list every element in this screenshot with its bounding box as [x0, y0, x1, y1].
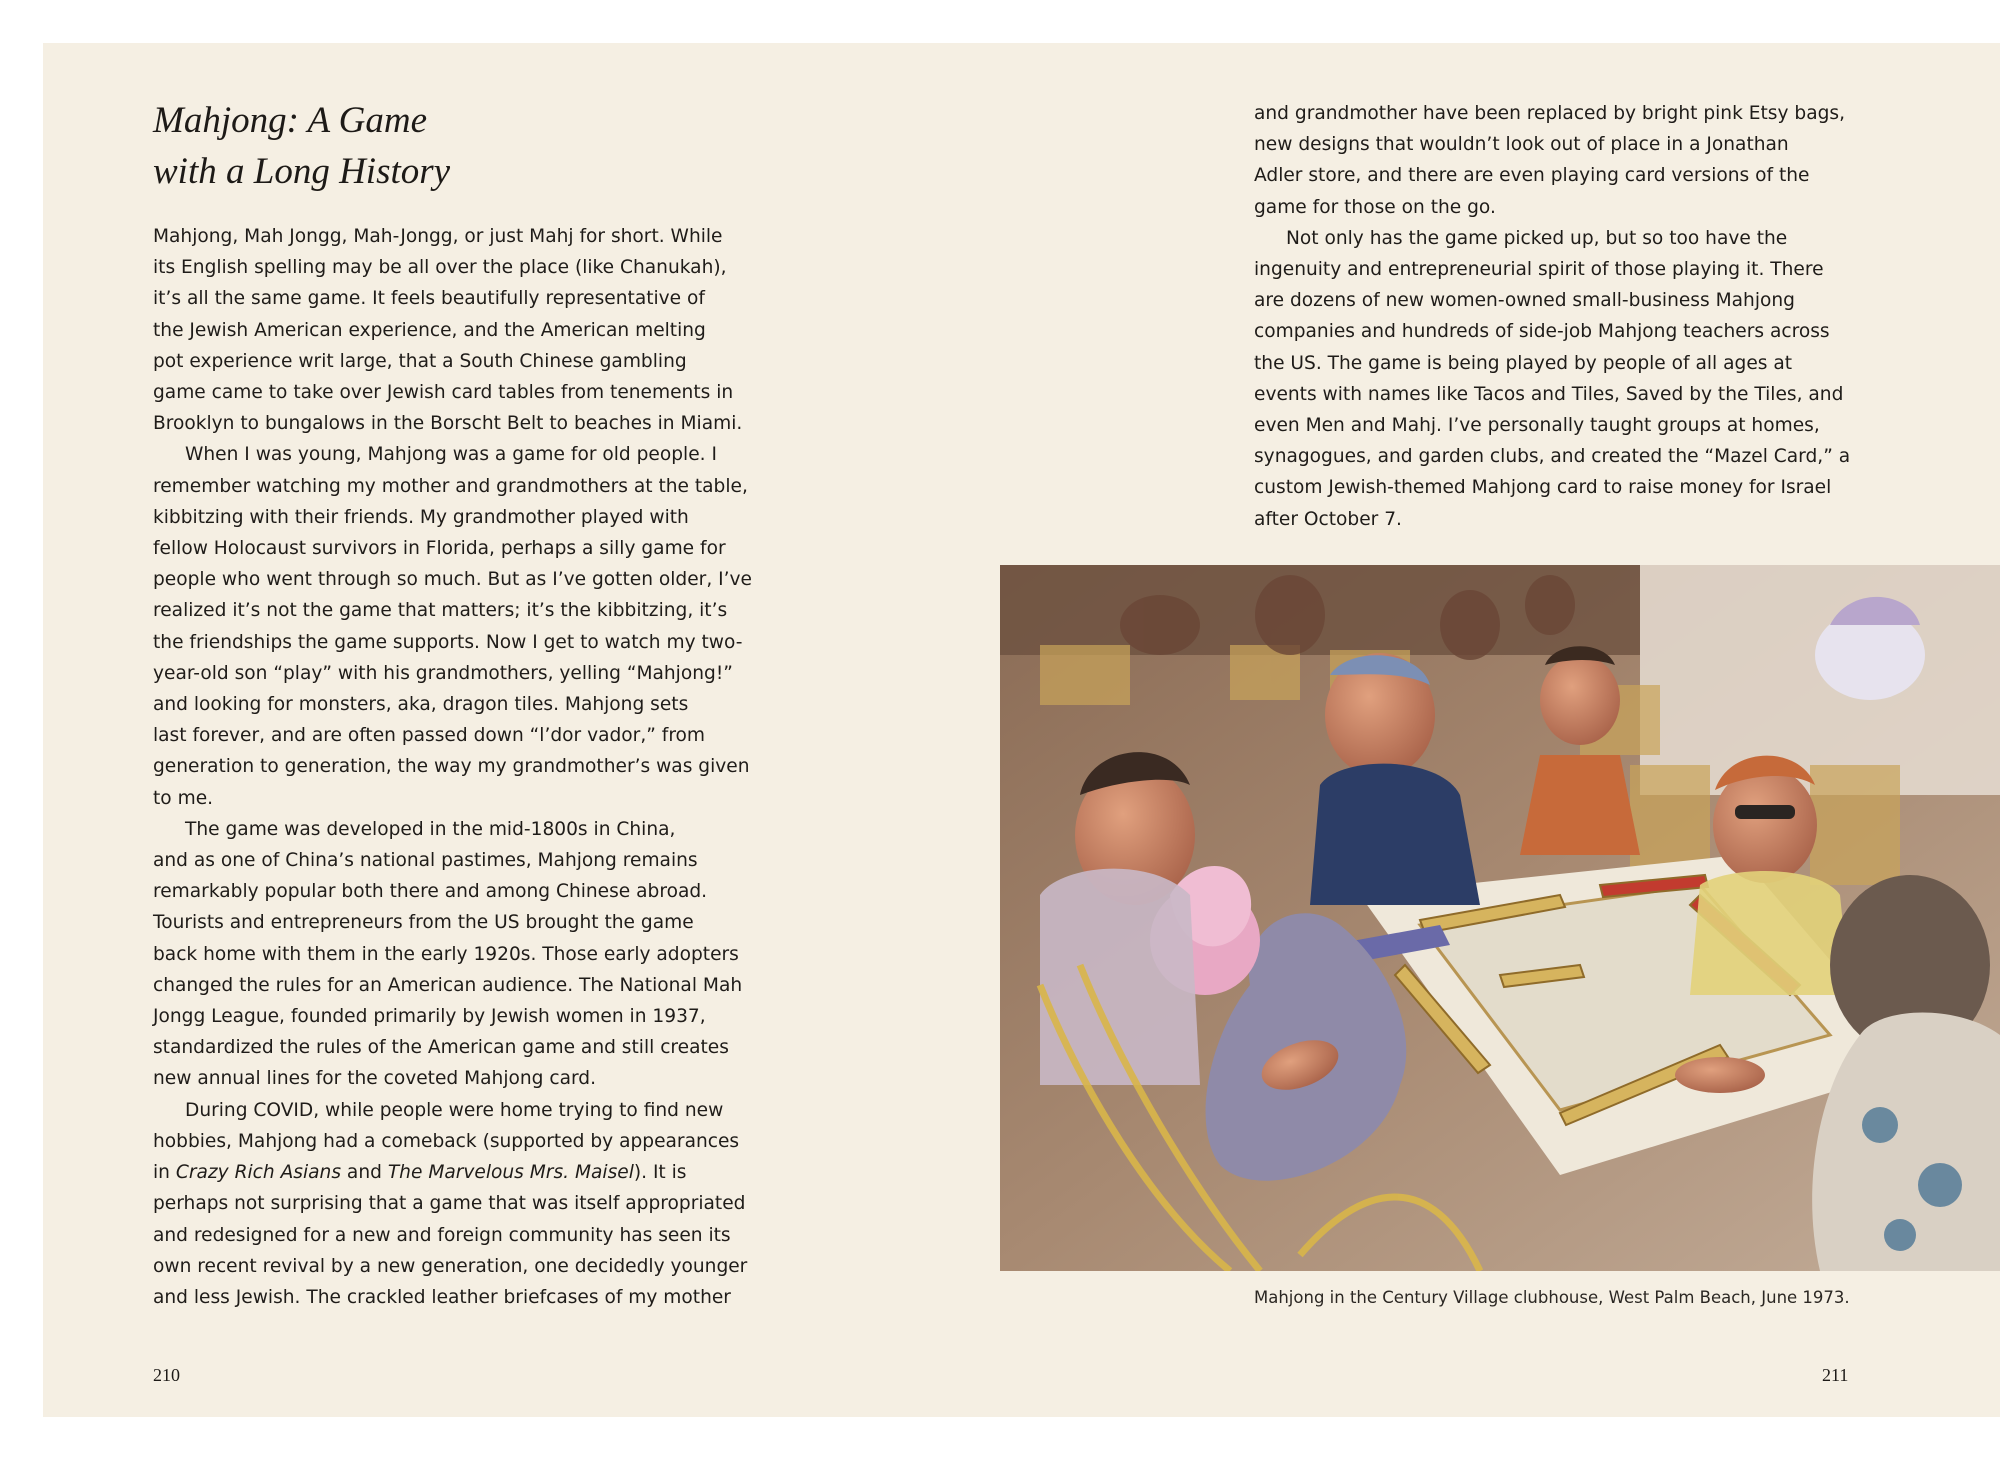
- mahjong-photo: [1000, 565, 2000, 1271]
- text-line: changed the rules for an American audience. The National Mah: [153, 974, 743, 996]
- text-line: Tourists and entrepreneurs from the US brought the game: [153, 912, 694, 934]
- page-number-left: 210: [153, 1365, 180, 1385]
- page-number-right: 211: [1822, 1365, 1849, 1385]
- text-line: remarkably popular both there and among Chinese abroad.: [153, 881, 708, 903]
- heading-line-1: Mahjong: A Game: [153, 100, 428, 141]
- text-line: back home with them in the early 1920s. Those early adopters: [153, 943, 739, 965]
- text-line: During COVID, while people were home trying to find new: [185, 1099, 724, 1121]
- text-line: and as one of China’s national pastimes, Mahjong remains: [153, 850, 698, 872]
- text-line: companies and hundreds of side-job Mahjong teachers across: [1254, 321, 1830, 343]
- paragraph-4: [153, 1095, 773, 1313]
- text-line: are dozens of new women-owned small-business Mahjong: [1254, 290, 1795, 312]
- text-line: Brooklyn to bungalows in the Borscht Belt to beaches in Miami.: [153, 413, 743, 435]
- text-fragment: in: [153, 1162, 176, 1184]
- text-line: The game was developed in the mid-1800s in China,: [185, 818, 676, 840]
- text-line: to me.: [153, 787, 214, 809]
- text-line: standardized the rules of the American game and still creates: [153, 1037, 729, 1059]
- text-line: last forever, and are often passed down “l’dor vador,” from: [153, 725, 706, 747]
- text-line: own recent revival by a new generation, one decidedly younger: [153, 1255, 748, 1277]
- text-line: new annual lines for the coveted Mahjong card.: [153, 1068, 597, 1090]
- text-line-with-titles: [153, 1157, 773, 1188]
- photo-caption: Mahjong in the Century Village clubhouse, West Palm Beach, June 1973.: [1254, 1288, 1850, 1307]
- text-line: hobbies, Mahjong had a comeback (supported by appearances: [153, 1130, 740, 1152]
- paragraph-1: [153, 221, 773, 439]
- photo-illustration: [1000, 565, 2000, 1271]
- paragraph-continued: [1254, 98, 1894, 223]
- heading-line-2: with a Long History: [153, 151, 451, 192]
- paragraph-3: [153, 814, 773, 1095]
- text-line: people who went through so much. But as I’ve gotten older, I’ve: [153, 569, 752, 591]
- text-line: ingenuity and entrepreneurial spirit of those playing it. There: [1254, 259, 1824, 281]
- text-line: generation to generation, the way my grandmother’s was given: [153, 756, 750, 778]
- text-line: it’s all the same game. It feels beautifully representative of: [153, 288, 705, 310]
- text-line: even Men and Mahj. I’ve personally taught groups at homes,: [1254, 415, 1820, 437]
- text-line: Jongg League, founded primarily by Jewish women in 1937,: [153, 1006, 706, 1028]
- text-line: and grandmother have been replaced by bright pink Etsy bags,: [1254, 103, 1845, 124]
- text-line: Adler store, and there are even playing card versions of the: [1254, 165, 1810, 187]
- text-line: game came to take over Jewish card tables from tenements in: [153, 382, 734, 404]
- text-line: and looking for monsters, aka, dragon tiles. Mahjong sets: [153, 694, 689, 716]
- text-line: perhaps not surprising that a game that was itself appropriated: [153, 1193, 746, 1215]
- text-line: after October 7.: [1254, 508, 1402, 530]
- text-line: year-old son “play” with his grandmothers, yelling “Mahjong!”: [153, 662, 733, 684]
- text-line: new designs that wouldn’t look out of place in a Jonathan: [1254, 134, 1789, 156]
- text-line: When I was young, Mahjong was a game for old people. I: [185, 444, 717, 466]
- series-title: The Marvelous Mrs. Maisel: [387, 1162, 634, 1184]
- text-fragment: and: [341, 1162, 388, 1184]
- text-line: remember watching my mother and grandmothers at the table,: [153, 475, 748, 497]
- text-line: custom Jewish-themed Mahjong card to raise money for Israel: [1254, 477, 1832, 499]
- left-text-column: [153, 221, 773, 1313]
- chapter-heading: [153, 95, 713, 197]
- text-line: Mahjong, Mah Jongg, Mah-Jongg, or just Mahj for short. While: [153, 226, 723, 247]
- text-line: Not only has the game picked up, but so too have the: [1286, 227, 1788, 249]
- paragraph-2: [153, 439, 773, 813]
- text-line: its English spelling may be all over the place (like Chanukah),: [153, 257, 727, 279]
- book-spread: [43, 43, 2000, 1417]
- paragraph-5: [1254, 223, 1894, 535]
- film-title: Crazy Rich Asians: [175, 1162, 342, 1184]
- text-line: realized it’s not the game that matters; it’s the kibbitzing, it’s: [153, 600, 728, 622]
- text-line: fellow Holocaust survivors in Florida, perhaps a silly game for: [153, 538, 726, 560]
- text-line: and redesigned for a new and foreign community has seen its: [153, 1224, 731, 1246]
- text-line: events with names like Tacos and Tiles, Saved by the Tiles, and: [1254, 383, 1844, 405]
- text-line: and less Jewish. The crackled leather briefcases of my mother: [153, 1286, 731, 1308]
- right-text-column: [1254, 98, 1894, 535]
- text-fragment: ). It is: [633, 1162, 687, 1184]
- text-line: the friendships the game supports. Now I get to watch my two-: [153, 631, 743, 653]
- text-line: the Jewish American experience, and the American melting: [153, 319, 706, 341]
- text-line: synagogues, and garden clubs, and created the “Mazel Card,” a: [1254, 446, 1851, 468]
- text-line: pot experience writ large, that a South Chinese gambling: [153, 350, 687, 372]
- text-line: kibbitzing with their friends. My grandmother played with: [153, 506, 689, 528]
- text-line: game for those on the go.: [1254, 196, 1496, 218]
- text-line: the US. The game is being played by people of all ages at: [1254, 352, 1793, 374]
